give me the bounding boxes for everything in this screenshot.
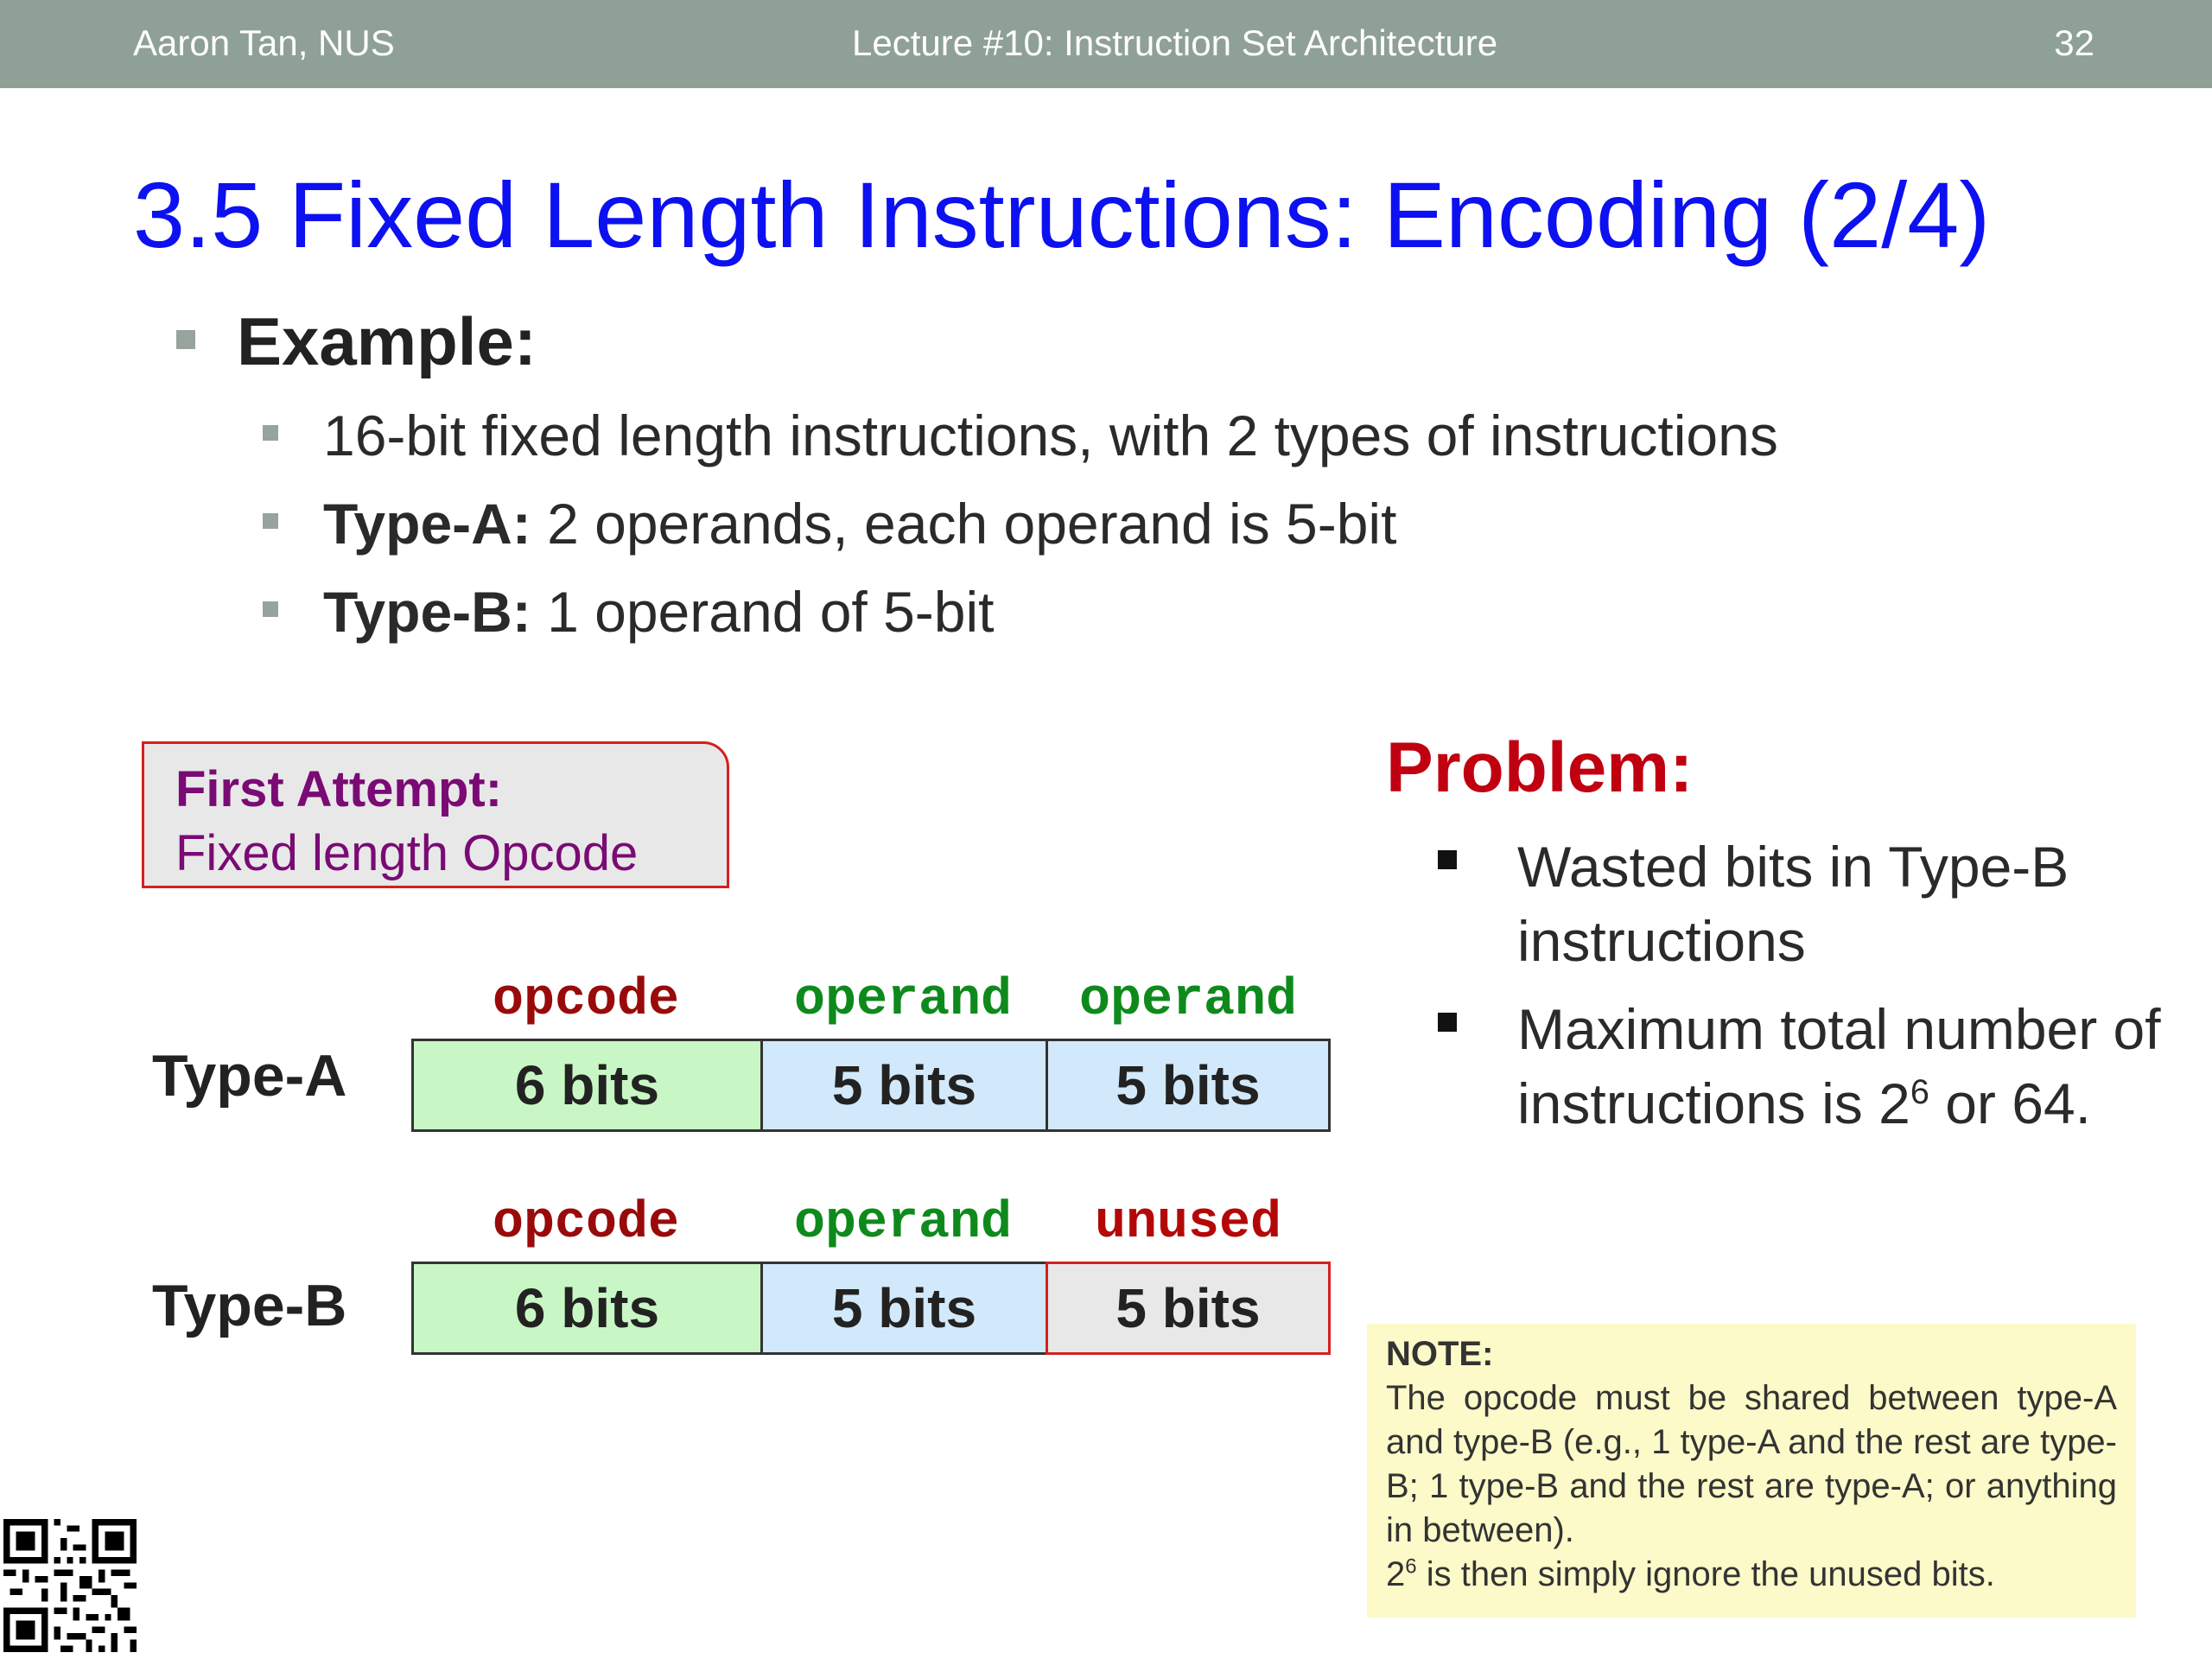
note-last-exponent: 6 [1405,1554,1417,1579]
first-attempt-subtitle: Fixed length Opcode [175,825,639,881]
type-b-unused-cell: 5 bits [1046,1262,1331,1355]
type-b-field-label-opcode: opcode [492,1194,680,1253]
type-a-field-label-opcode: opcode [492,971,680,1030]
bullet-bold: Type-A: [323,492,531,556]
type-a-opcode-cell: 6 bits [411,1039,763,1132]
problem-bullet-2-text: Maximum total number of instructions is 2 [1517,997,2161,1135]
problem-bullet-2-exponent: 6 [1910,1073,1929,1111]
problem-heading: Problem: [1386,728,1694,807]
type-a-field-label-operand-2: operand [1078,971,1298,1030]
example-bullet-3 [323,579,994,645]
type-b-operand-cell: 5 bits [760,1262,1048,1355]
square-bullet-icon [263,513,278,529]
note-box [1367,1324,2136,1618]
type-b-field-label-operand: operand [793,1194,1013,1253]
note-last-text: is then simply ignore the unused bits. [1416,1555,1995,1593]
example-heading: Example: [237,303,537,379]
first-attempt-title: First Attempt: [175,761,503,817]
square-bullet-icon [1438,850,1457,869]
square-bullet-icon [263,601,278,617]
note-last-base: 2 [1386,1555,1406,1593]
slide-title: 3.5 Fixed Length Instructions: Encoding (2/4) [133,162,1991,267]
problem-bullet-2-tail: or 64. [1929,1071,2091,1135]
problem-bullet-2 [1517,992,2174,1141]
note-last-line [1386,1553,2117,1597]
square-bullet-icon [263,425,278,441]
type-b-opcode-cell: 6 bits [411,1262,763,1355]
qr-code-icon [3,1519,137,1652]
square-bullet-icon [176,330,195,349]
type-a-operand-cell-1: 5 bits [760,1039,1048,1132]
first-attempt-callout [142,741,729,888]
header-lecture: Lecture #10: Instruction Set Architecture [852,22,1498,63]
type-b-label: Type-B [152,1273,347,1338]
note-body: The opcode must be shared between type-A and type-B (e.g., 1 type-A and the rest are type-B; 1 type-B and the rest are type-A; or anything in between). [1386,1379,2117,1549]
type-a-label: Type-A [152,1043,347,1109]
type-b-field-label-unused: unused [1094,1194,1282,1253]
type-a-field-label-operand-1: operand [793,971,1013,1030]
note-title: NOTE: [1386,1335,1494,1373]
header-bar [0,0,2212,88]
bullet-bold: Type-B: [323,580,531,644]
header-author: Aaron Tan, NUS [133,22,395,63]
type-a-operand-cell-2: 5 bits [1046,1039,1331,1132]
page-number: 32 [2054,22,2094,63]
square-bullet-icon [1438,1013,1457,1032]
problem-bullet-1: Wasted bits in Type-B instructions [1517,835,2069,973]
example-bullet-1 [323,403,1778,468]
example-bullet-2 [323,491,1396,556]
bullet-text: 1 operand of 5-bit [531,580,995,644]
bullet-text: 2 operands, each operand is 5-bit [531,492,1397,556]
bullet-text: 16-bit fixed length instructions, with 2 types of instructions [323,404,1778,467]
